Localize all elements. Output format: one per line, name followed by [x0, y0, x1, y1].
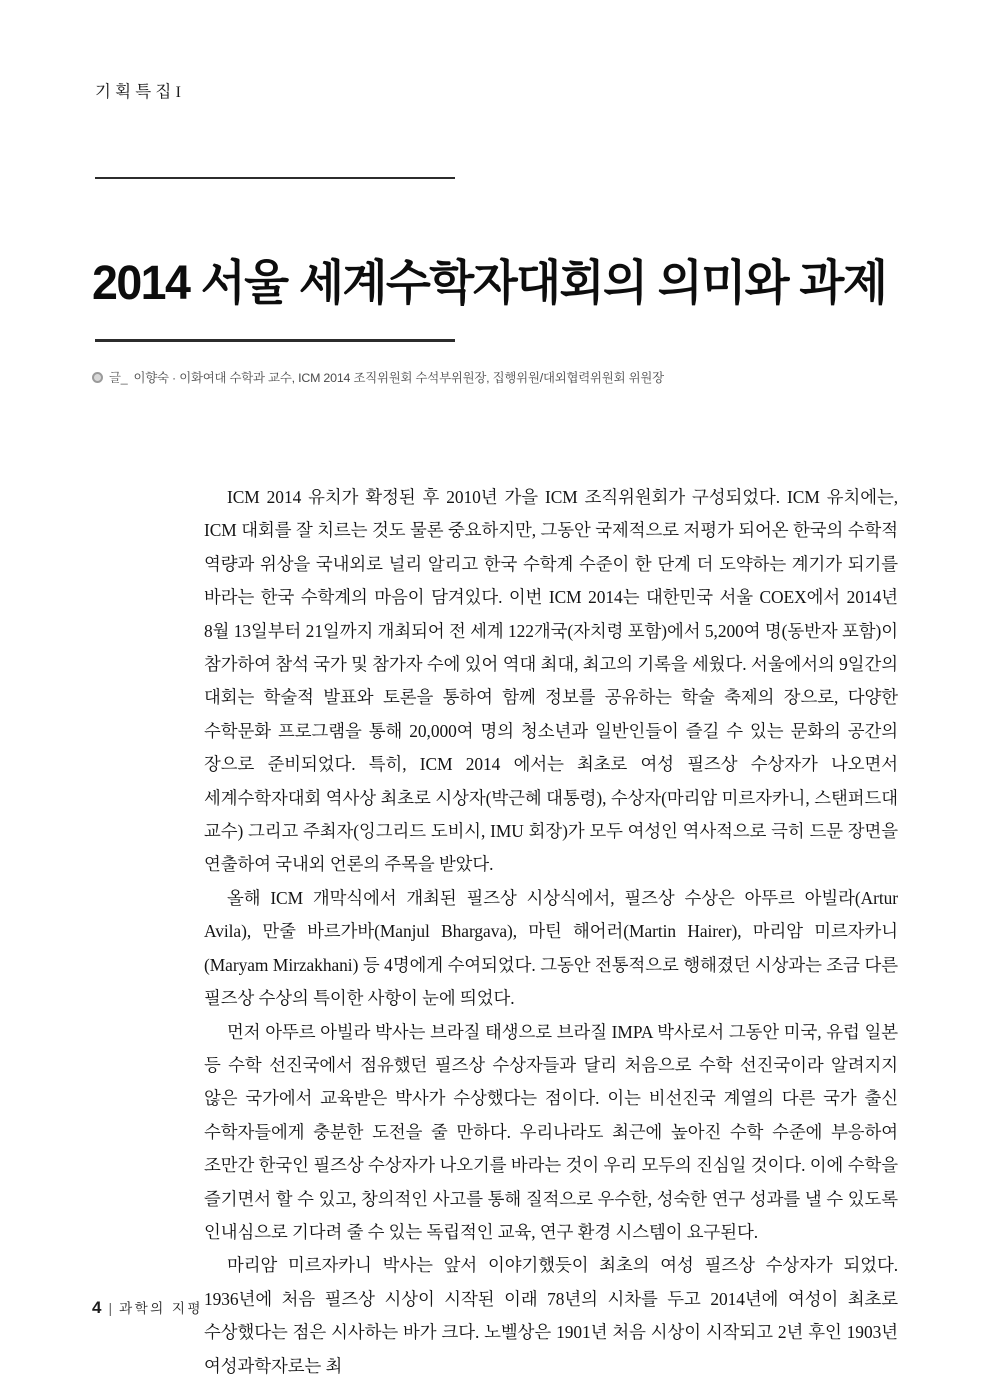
- section-kicker: [95, 78, 181, 102]
- section-kicker-label: 기획특집: [95, 83, 176, 101]
- footer-publication-title: 과학의 지평: [119, 1301, 203, 1316]
- page-title: 2014 서울 세계수학자대회의 의미와 과제: [92, 257, 887, 311]
- headline-rule-top: [95, 177, 455, 179]
- footer-separator: |: [108, 1300, 113, 1316]
- body-paragraph: 올해 ICM 개막식에서 개최된 필즈상 시상식에서, 필즈상 수상은 아뚜르 아빌라(Artur Avila), 만줄 바르가바(Manjul Bhargava), 마틴 해어러(Martin Hairer), 마리암 미르자카니(Maryam Mirzakhani) 등 4명에게 수여되었다. 그동안 전통적으로 행해졌던 시상과는 조금 다른 필즈상 수상의 특이한 사항이 눈에 띄었다.: [204, 887, 898, 1009]
- headline-rule-bottom: [95, 339, 455, 342]
- body-paragraph: 먼저 아뚜르 아빌라 박사는 브라질 태생으로 브라질 IMPA 박사로서 그동안 미국, 유럽 일본 등 수학 선진국에서 점유했던 필즈상 수상자들과 달리 처음으로 수학 선진국이라 알려지지 않은 국가에서 교육받은 박사가 수상했다는 점이다. 이는 비선진국 계열의 다른 국가 출신 수학자들에게 충분한 도전을 줄 만하다. 우리나라도 최근에 높아진 수학 수준에 부응하여 조만간 한국인 필즈상 수상자가 나오기를 바라는 것이 우리 모두의 진심일 것이다. 이에 수학을 즐기면서 할 수 있고, 창의적인 사고를 통해 질적으로 우수한, 성숙한 연구 성과를 낼 수 있도록 인내심으로 기다려 줄 수 있는 독립적인 교육, 연구 환경 시스템이 요구된다.: [204, 1021, 898, 1242]
- footer-page-number: 4: [92, 1298, 102, 1317]
- section-kicker-numeral: I: [175, 84, 181, 101]
- page-footer: [92, 1297, 203, 1318]
- body-column: [204, 481, 898, 1383]
- ring-bullet-icon: [92, 372, 103, 383]
- body-paragraph: 마리암 미르자카니 박사는 앞서 이야기했듯이 최초의 여성 필즈상 수상자가 되었다. 1936년에 처음 필즈상 시상이 시작된 이래 78년의 시차를 두고 2014년에 여성이 최초로 수상했다는 점은 시사하는 바가 크다. 노벨상은 1901년 처음 시상이 시작되고 2년 후인 1903년 여성과학자로는 최: [204, 1255, 898, 1376]
- byline-author-credits: 이향숙 · 이화여대 수학과 교수, ICM 2014 조직위원회 수석부위원장, 집행위원/대외협력위원회 위원장: [133, 371, 664, 385]
- body-paragraph: ICM 2014 유치가 확정된 후 2010년 가을 ICM 조직위원회가 구성되었다. ICM 유치에는, ICM 대회를 잘 치르는 것도 물론 중요하지만, 그동안 국제적으로 저평가 되어온 한국의 수학적 역량과 위상을 국내외로 널리 알리고 한국 수학계 수준이 한 단계 더 도약하는 계기가 되기를 바라는 한국 수학계의 마음이 담겨있다. 이번 ICM 2014는 대한민국 서울 COEX에서 2014년 8월 13일부터 21일까지 개최되어 전 세계 122개국(자치령 포함)에서 5,200여 명(동반자 포함)이 참가하여 참석 국가 및 참가자 수에 있어 역대 최대, 최고의 기록을 세웠다. 서울에서의 9일간의 대회는 학술적 발표와 토론을 통하여 함께 정보를 공유하는 학술 축제의 장으로, 다양한 수학문화 프로그램을 통해 20,000여 명의 청소년과 일반인들이 즐길 수 있는 문화의 공간의 장으로 준비되었다. 특히, ICM 2014 에서는 최초로 여성 필즈상 수상자가 나오면서 세계수학자대회 역사상 최초로 시상자(박근혜 대통령), 수상자(마리암 미르자카니, 스탠퍼드대 교수) 그리고 주최자(잉그리드 도비시, IMU 회장)가 모두 여성인 역사적으로 극히 드문 장면을 연출하여 국내외 언론의 주목을 받았다.: [204, 487, 898, 875]
- byline: [92, 368, 664, 386]
- byline-lead-label: 글_: [109, 371, 128, 385]
